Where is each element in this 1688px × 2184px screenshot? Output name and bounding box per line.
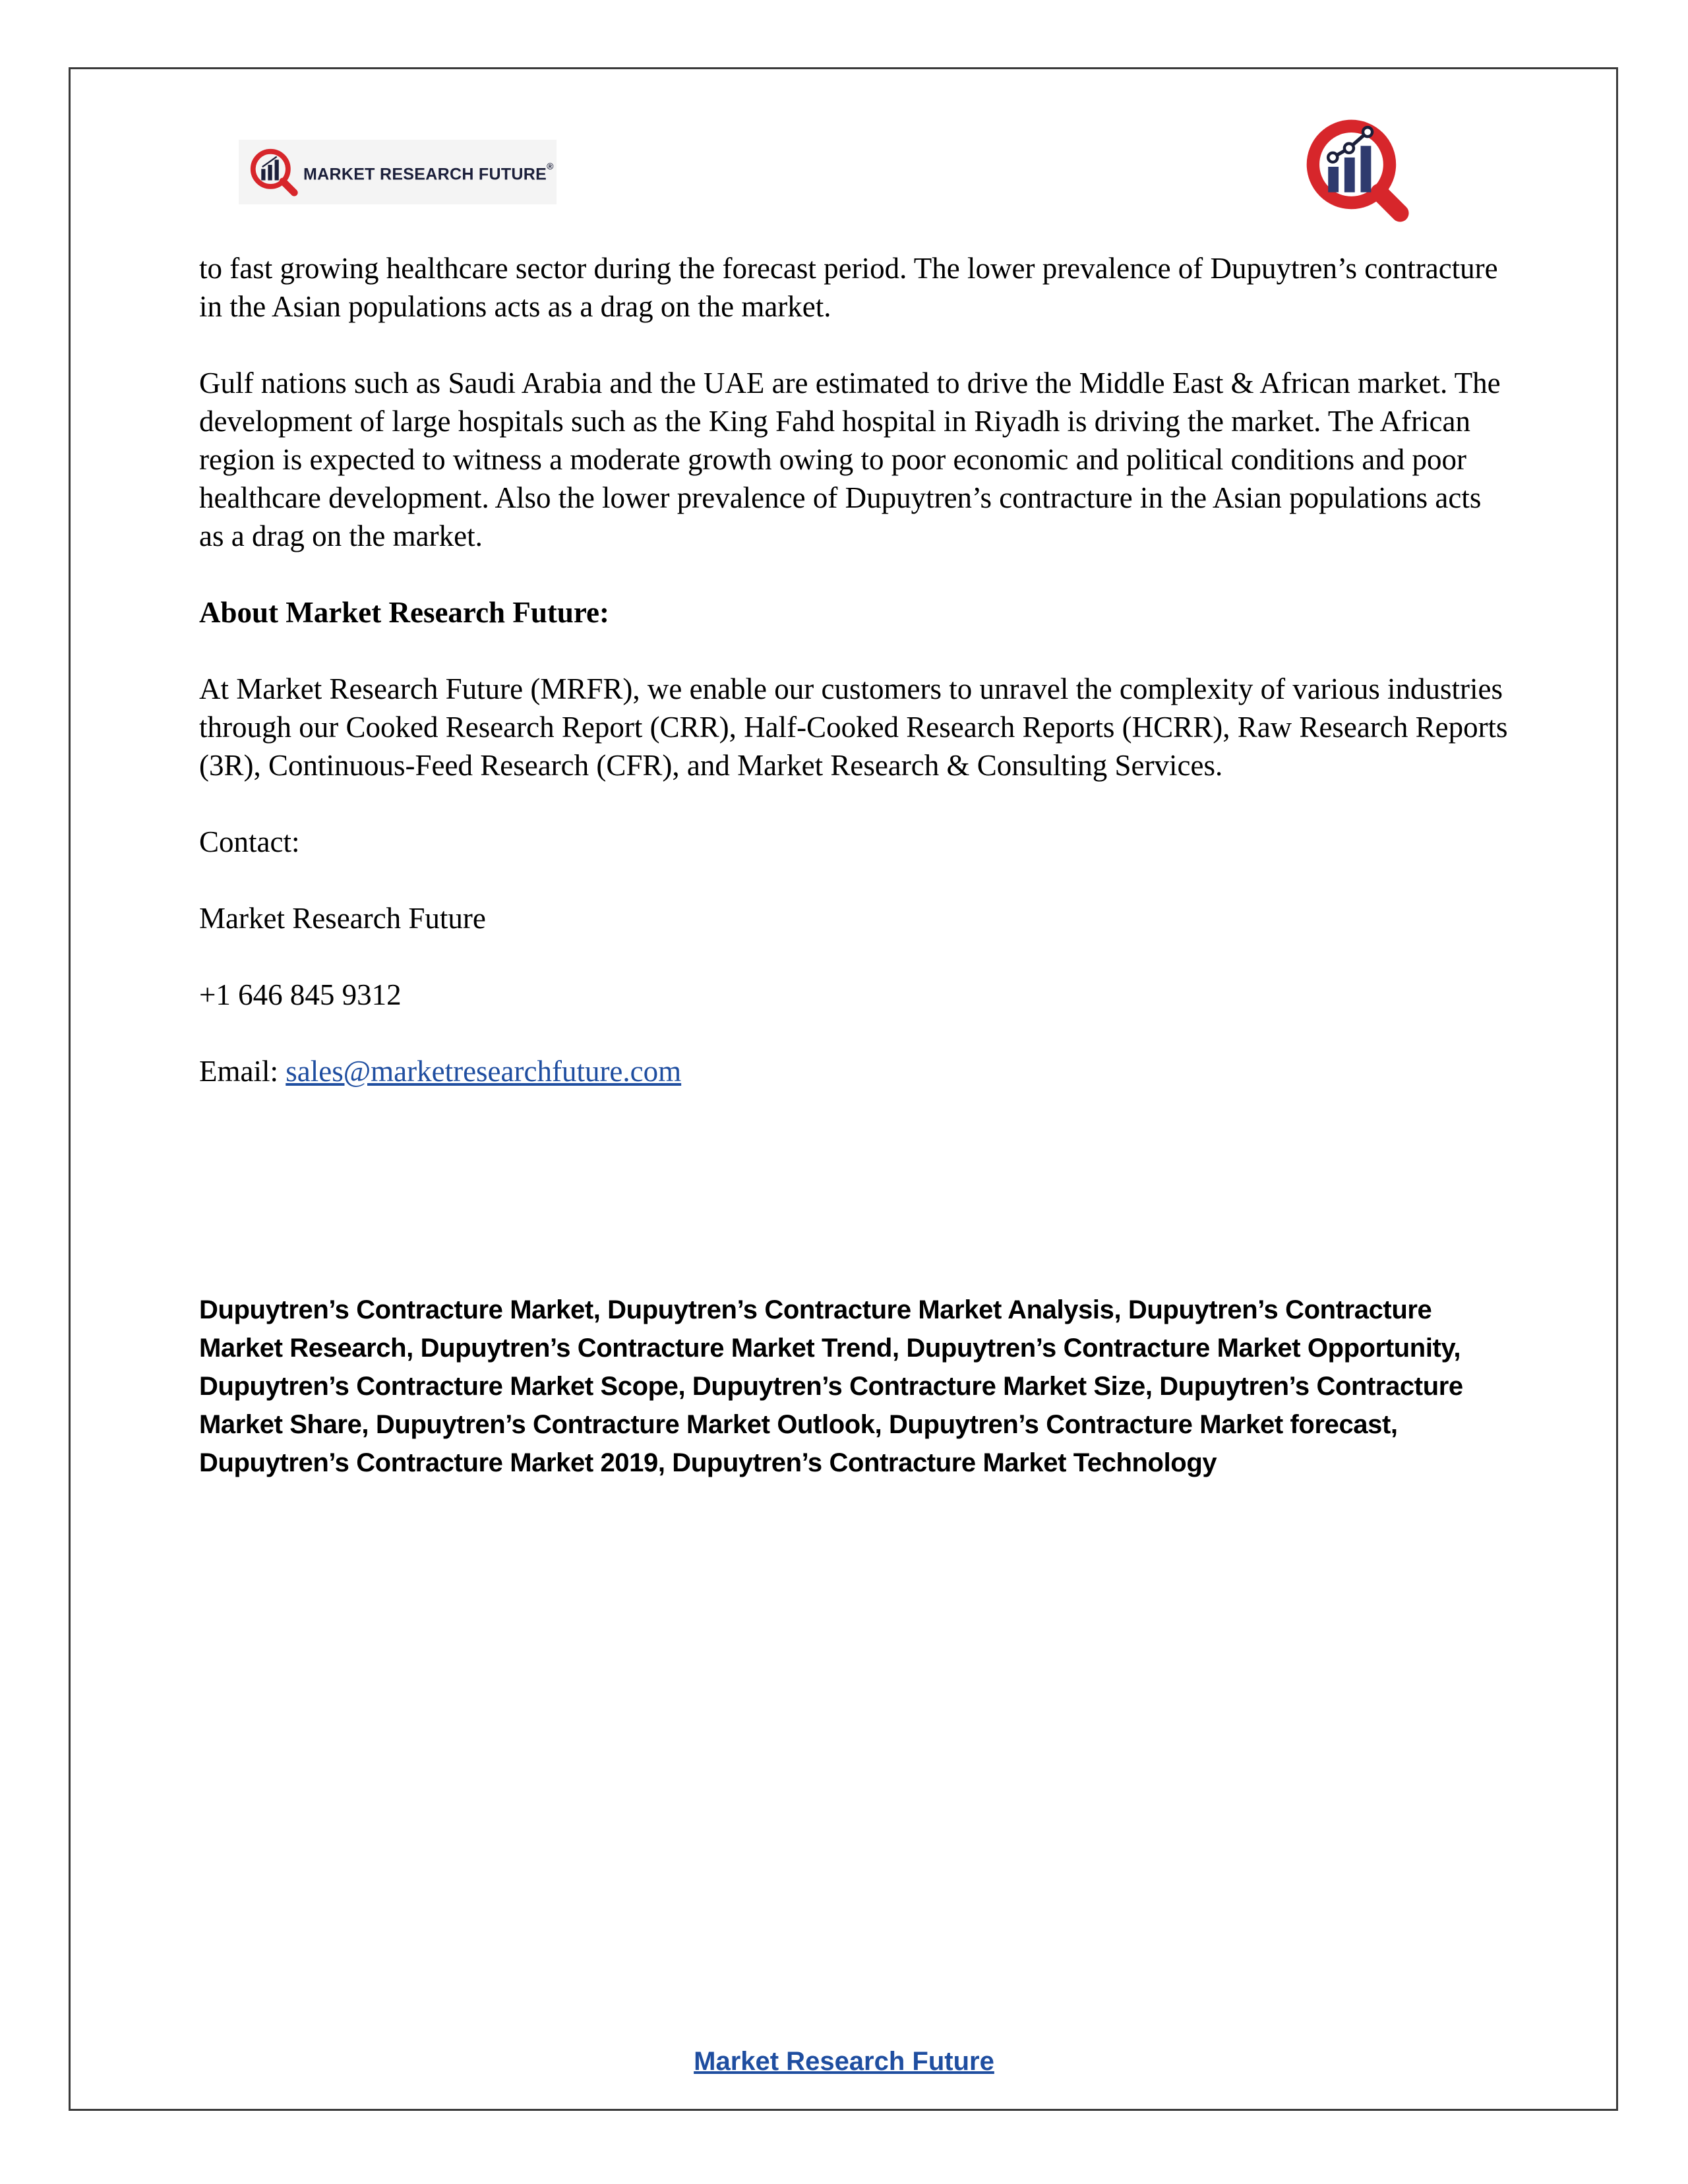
about-paragraph: At Market Research Future (MRFR), we enable our customers to unravel the complexity of various industries through our Cooked Research Report (CRR), Half-Cooked Research Reports (HCRR), Raw Research Reports (3R), Continuous-Feed Research (CFR), and Market Research & Consulting Services. [199,672,1508,782]
email-label: Email: [199,1055,286,1088]
email-link[interactable]: sales@marketresearchfuture.com [286,1055,682,1088]
magnifier-bar-chart-icon [248,146,299,198]
company-logo-wide [239,140,557,204]
about-heading: About Market Research Future: [199,596,609,629]
footer [0,2047,1688,2077]
contact-email-line [199,1052,1511,1090]
paragraph-middle-east-africa: Gulf nations such as Saudi Arabia and the UAE are estimated to drive the Middle East & African market. The development of large hospitals such as the King Fahd hospital in Riyadh is driving the market. The African region is expected to witness a moderate growth owing to poor economic and political conditions and poor healthcare development. Also the lower prevalence of Dupuytren’s contracture in the Asian populations acts as a drag on the market. [199,367,1501,552]
magnifier-bar-chart-icon [1300,113,1416,229]
logo-wordmark: MARKET RESEARCH FUTURE® [303,161,554,184]
contact-label: Contact: [199,825,300,858]
contact-company: Market Research Future [199,902,486,935]
footer-link[interactable]: Market Research Future [694,2047,994,2076]
keywords-block: Dupuytren’s Contracture Market, Dupuytren’s Contracture Market Analysis, Dupuytren’s Contracture Market Research, Dupuytren’s Contracture Market Trend, Dupuytren’s Contracture Market Opportunity, Dupuytren’s Contracture Market Scope, Dupuytren’s Contracture Market Size, Dupuytren’s Contracture Market Share, Dupuytren’s Contracture Market Outlook, Dupuytren’s Contracture Market forecast, Dupuytren’s Contracture Market 2019, Dupuytren’s Contracture Market Technology [199,1295,1463,1477]
contact-phone: +1 646 845 9312 [199,978,402,1011]
document-body [199,249,1511,1129]
paragraph-asia: to fast growing healthcare sector during the forecast period. The lower prevalence of Dupuytren’s contracture in the Asian populations acts as a drag on the market. [199,252,1498,323]
